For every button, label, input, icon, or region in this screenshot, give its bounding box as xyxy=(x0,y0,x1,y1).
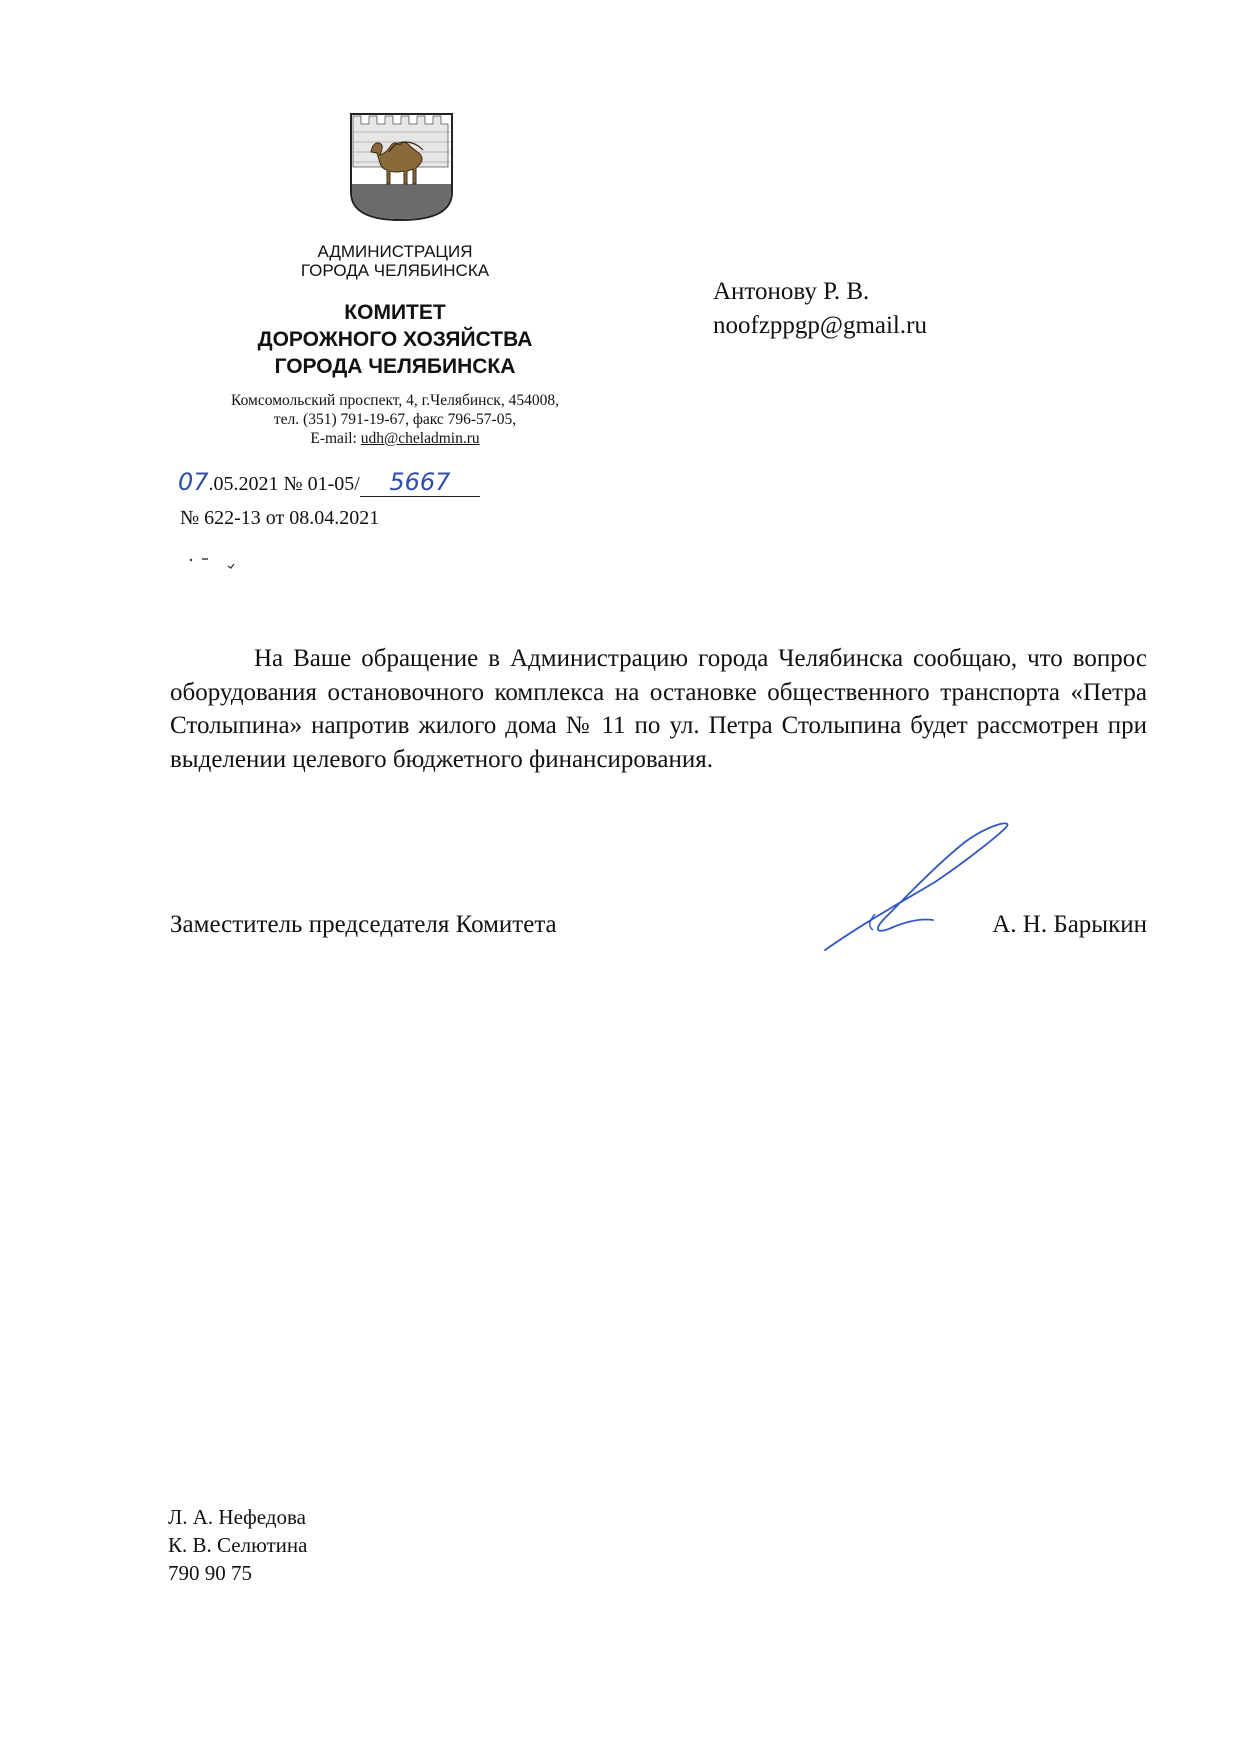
email-line xyxy=(170,429,620,448)
registration-date: .05.2021 № 01-05/ xyxy=(208,473,360,495)
recipient-block xyxy=(713,275,1193,343)
committee-line-3: ГОРОДА ЧЕЛЯБИНСКА xyxy=(274,355,516,378)
committee-line-1: КОМИТЕТ xyxy=(344,301,446,324)
executor-2: К. В. Селютина xyxy=(168,1533,308,1557)
committee-line-2: ДОРОЖНОГО ХОЗЯЙСТВА xyxy=(257,328,533,351)
handwritten-day: 07 xyxy=(178,468,209,496)
admin-line-1: АДМИНИСТРАЦИЯ xyxy=(317,242,473,261)
letter-body: На Ваше обращение в Администрацию города Челябинска сообщаю, что вопрос оборудования остановочного комплекса на остановке общественного транспорта «Петра Столыпина» напротив жилого дома № 11 по ул. Петра Столыпина будет рассмотрен при выделении целевого бюджетного финансирования. xyxy=(170,645,1147,773)
address-line: Комсомольский проспект, 4, г.Челябинск, 454008, xyxy=(231,392,559,409)
administration-name xyxy=(250,242,540,280)
scan-specks xyxy=(188,555,248,575)
executor-phone: 790 90 75 xyxy=(168,1561,252,1585)
email-label: E-mail: xyxy=(310,430,361,447)
executors-block xyxy=(168,1503,307,1587)
recipient-email: noofzppgp@gmail.ru xyxy=(713,312,927,339)
signatory-name: А. Н. Барыкин xyxy=(992,911,1147,938)
recipient-name: Антонову Р. В. xyxy=(713,278,870,305)
email-link[interactable]: udh@cheladmin.ru xyxy=(360,430,480,447)
coat-of-arms-icon xyxy=(349,112,454,222)
committee-name xyxy=(200,299,590,380)
reference-line: № 622-13 от 08.04.2021 xyxy=(180,507,380,529)
signatory-position: Заместитель председателя Комитета xyxy=(170,911,557,938)
handwritten-number: 5667 xyxy=(389,468,451,496)
registration-line xyxy=(178,470,480,497)
admin-line-2: ГОРОДА ЧЕЛЯБИНСКА xyxy=(300,261,490,280)
executor-1: Л. А. Нефедова xyxy=(168,1505,306,1529)
phones-line: тел. (351) 791-19-67, факс 796-57-05, xyxy=(273,411,517,428)
letterhead-contacts xyxy=(170,391,620,448)
